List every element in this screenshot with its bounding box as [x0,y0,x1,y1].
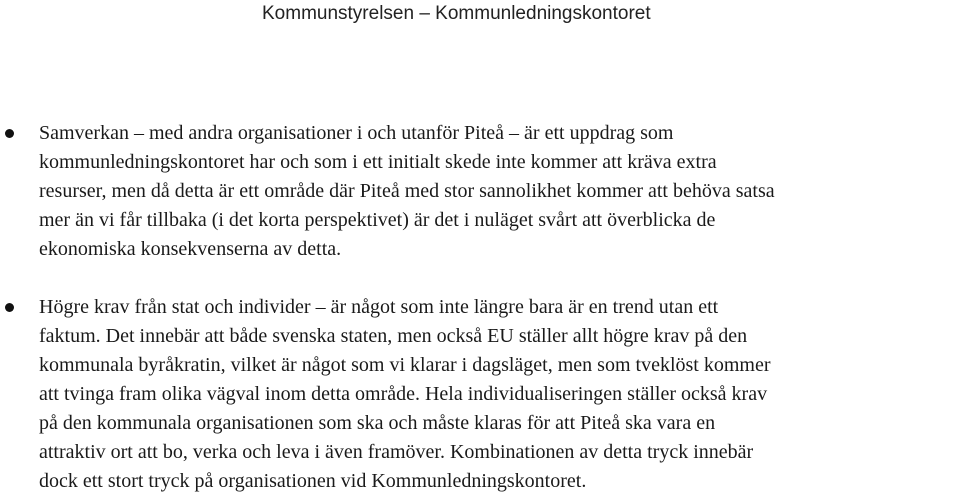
bullet-item-hogre-krav [0,293,960,496]
bullet-item-samverkan [0,119,960,264]
text-line: Samverkan – med andra organisationer i och utanför Piteå – är ett uppdrag som [39,122,674,144]
page-header: Kommunstyrelsen – Kommunledningskontoret [262,3,651,24]
text-line: kommunala byråkratin, vilket är något som vi klarar i dagsläget, men som tveklöst kommer [39,354,771,376]
text-line: faktum. Det innebär att både svenska staten, men också EU ställer allt högre krav på den [39,325,748,347]
text-line: dock ett stort tryck på organisationen vid Kommunledningskontoret. [39,470,587,492]
bullet-dot-icon [5,129,14,138]
bullet-text [39,119,956,264]
bullet-list [0,119,960,496]
text-line: att tvinga fram olika vägval inom detta område. Hela individualiseringen ställer också krav [39,383,768,405]
bullet-text [39,293,956,496]
text-line: resurser, men då detta är ett område där Piteå med stor sannolikhet kommer att behöva satsa [39,180,775,202]
text-line: kommunledningskontoret har och som i ett initialt skede inte kommer att kräva extra [39,151,717,173]
bullet-dot-icon [5,303,14,312]
text-line: på den kommunala organisationen som ska och måste klaras för att Piteå ska vara en [39,412,716,434]
text-line: ekonomiska konsekvenserna av detta. [39,238,342,260]
text-line: attraktiv ort att bo, verka och leva i även framöver. Kombinationen av detta tryck innebär [39,441,754,463]
text-line: Högre krav från stat och individer – är något som inte längre bara är en trend utan ett [39,296,719,318]
text-line: mer än vi får tillbaka (i det korta perspektivet) är det i nuläget svårt att överblicka de [39,209,716,231]
